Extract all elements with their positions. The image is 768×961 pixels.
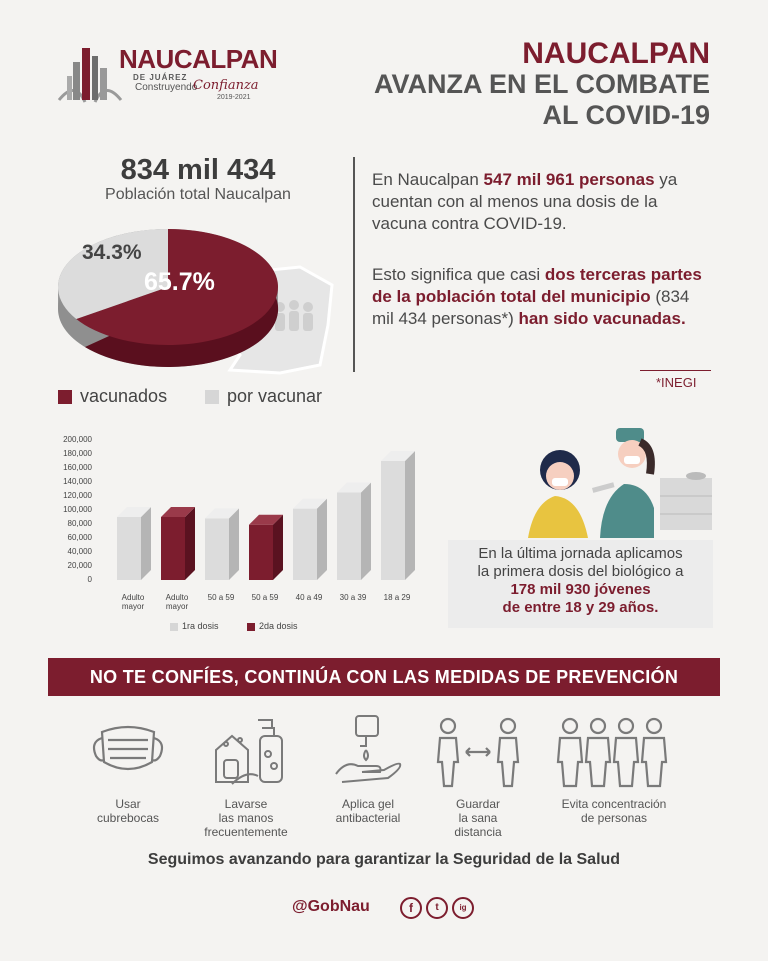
title-line-1: NAUCALPAN — [522, 37, 710, 70]
population-total: 834 mil 434 — [120, 154, 276, 186]
facebook-icon[interactable]: f — [400, 897, 422, 919]
twitter-icon[interactable]: t — [426, 897, 448, 919]
x-tick-label: 40 a 49 — [295, 593, 323, 602]
title-line-3: AL COVID-19 — [542, 100, 710, 130]
social-handle[interactable]: @GobNau — [292, 898, 370, 915]
measure-label-crowds: Evita concentración de personas — [561, 797, 667, 825]
x-tick-label: 50 a 59 — [251, 593, 279, 602]
logo-years: 2019-2021 — [217, 94, 251, 101]
y-tick-label: 140,000 — [63, 477, 92, 486]
legend-swatch-pending — [205, 390, 219, 404]
x-tick-label: 30 a 39 — [339, 593, 367, 602]
social-distance-icon — [436, 716, 520, 788]
y-tick-label: 60,000 — [67, 533, 92, 542]
bar-legend-first: 1ra dosis — [182, 621, 219, 631]
callout-bold-1: 178 mil 930 jóvenes — [510, 581, 651, 598]
y-axis — [52, 434, 108, 584]
handwash-icon — [212, 714, 292, 786]
y-tick-label: 180,000 — [63, 449, 92, 458]
crowd-icon — [556, 716, 672, 788]
page-title — [374, 38, 710, 131]
y-tick-label: 20,000 — [67, 561, 92, 570]
hand-sanitizer-icon — [332, 712, 404, 784]
pie-label-vaccinated: 65.7% — [144, 268, 215, 296]
x-tick-label: Adulto mayor — [165, 593, 189, 611]
y-tick-label: 200,000 — [63, 435, 92, 444]
bar — [337, 483, 371, 581]
prevention-banner: NO TE CONFÍES, CONTINÚA CON LAS MEDIDAS DE PREVENCIÓN — [48, 658, 720, 696]
paragraph-vaccinated-count: En Naucalpan 547 mil 961 personas ya cuentan con al menos una dosis de la vacuna contra COVID-19. — [372, 170, 678, 233]
bar — [293, 499, 327, 580]
bar — [161, 507, 195, 580]
measure-label-sanitizer: Aplica gel antibacterial — [335, 797, 401, 825]
bar — [117, 507, 151, 580]
y-tick-label: 100,000 — [63, 505, 92, 514]
face-mask-icon — [88, 718, 168, 782]
cabinet — [660, 478, 712, 530]
logo-subtitle: DE JUÁREZ — [133, 73, 188, 82]
callout-line-1: En la última jornada aplicamos — [478, 545, 683, 562]
measure-label-handwash: Lavarse las manos frecuentemente — [204, 797, 288, 839]
x-tick-label: 18 a 29 — [383, 593, 411, 602]
pie-chart — [40, 205, 350, 380]
callout-bold-2: de entre 18 y 29 años. — [502, 599, 659, 616]
logo — [55, 40, 278, 110]
y-tick-label: 40,000 — [67, 547, 92, 556]
pie-label-pending: 34.3% — [82, 241, 142, 264]
callout-line-2: la primera dosis del biológico a — [477, 563, 684, 580]
logo-tag: Construyendo — [135, 82, 198, 93]
x-tick-label: Adulto mayor — [121, 593, 145, 611]
bar-legend-second: 2da dosis — [259, 621, 298, 631]
instagram-icon[interactable]: ig — [452, 897, 474, 919]
legend-vaccinated: vacunados — [80, 386, 168, 406]
youth-callout — [448, 540, 713, 628]
y-tick-label: 160,000 — [63, 463, 92, 472]
logo-name: NAUCALPAN — [119, 44, 278, 74]
measure-label-mask: Usar cubrebocas — [96, 797, 160, 825]
logo-script: Confianza — [193, 78, 259, 93]
people-icon — [275, 300, 313, 331]
legend-pending: por vacunar — [227, 386, 323, 406]
y-tick-label: 120,000 — [63, 491, 92, 500]
bar-chart — [105, 434, 435, 644]
x-tick-label: 50 a 59 — [207, 593, 235, 602]
bar — [381, 451, 415, 580]
bar-legend-swatch-first — [170, 623, 178, 631]
title-line-2: AVANZA EN EL COMBATE — [374, 69, 710, 99]
bar — [249, 515, 283, 580]
source-note: *INEGI — [656, 375, 697, 390]
vaccination-illustration — [520, 418, 715, 540]
y-tick-label: 80,000 — [67, 519, 92, 528]
population-label: Población total Naucalpan — [105, 186, 291, 203]
city-skyline-icon — [55, 40, 125, 108]
closing-message: Seguimos avanzando para garantizar la Seguridad de la Salud — [147, 851, 621, 868]
legend-swatch-vaccinated — [58, 390, 72, 404]
measure-label-distance: Guardar la sana distancia — [454, 797, 502, 839]
paragraph-two-thirds: Esto significa que casi dos terceras partes de la población total del municipio (834 mil 434 personas*) han sido vacunadas. — [372, 265, 702, 328]
y-tick-label: 0 — [87, 575, 92, 584]
bar — [205, 508, 239, 580]
vertical-divider — [353, 157, 355, 372]
source-underline — [640, 370, 711, 371]
bar-legend-swatch-second — [247, 623, 255, 631]
